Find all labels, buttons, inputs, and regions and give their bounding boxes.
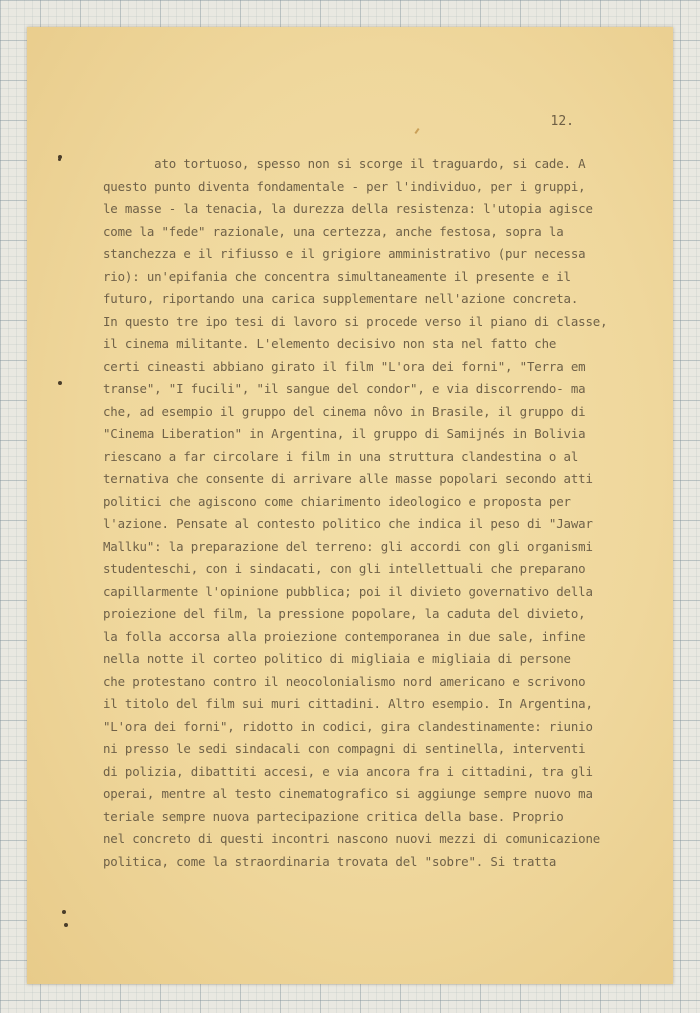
text-line: nel concreto di questi incontri nascono nuovi mezzi di comunicazione [103, 831, 601, 846]
binding-hole [58, 381, 62, 385]
page-number: 12. [550, 114, 574, 129]
binding-hole [58, 158, 61, 161]
text-line: il titolo del film sui muri cittadini. Altro esempio. In Argentina, [103, 696, 593, 711]
text-line: questo punto diventa fondamentale - per l'individuo, per i gruppi, [103, 178, 586, 194]
text-line: la folla accorsa alla proiezione contemporanea in due sale, infine [103, 628, 586, 644]
text-line: politica, come la straordinaria trovata del "sobre". Si tratta [103, 853, 557, 869]
text-line: "L'ora dei forni", ridotto in codici, gira clandestinamente: riunio [103, 718, 593, 734]
text-line: che, ad esempio il gruppo del cinema nôvo in Brasile, il gruppo di [103, 403, 586, 419]
ink-mark [414, 128, 419, 134]
text-line: rio): un'epifania che concentra simultaneamente il presente e il [103, 268, 571, 284]
text-line: Mallku": la preparazione del terreno: gli accordi con gli organismi [103, 538, 593, 554]
text-line: ato tortuoso, spesso non si scorge il traguardo, si cade. A [103, 156, 586, 171]
text-line: riescano a far circolare i film in una struttura clandestina o al [103, 448, 579, 464]
text-line: futuro, riportando una carica supplementare nell'azione concreta. [103, 291, 579, 306]
text-line: teriale sempre nuova partecipazione critica della base. Proprio [103, 808, 564, 824]
text-line: "Cinema Liberation" in Argentina, il gruppo di Samijnés in Bolivia [103, 426, 586, 441]
text-line: proiezione del film, la pressione popolare, la caduta del divieto, [103, 606, 586, 621]
text-line: l'azione. Pensate al contesto politico che indica il peso di "Jawar [103, 516, 593, 531]
text-line: le masse - la tenacia, la durezza della resistenza: l'utopia agisce [103, 201, 593, 216]
text-line: che protestano contro il neocolonialismo nord americano e scrivono [103, 673, 586, 689]
text-line: il cinema militante. L'elemento decisivo non sta nel fatto che [103, 336, 557, 351]
text-line: transe", "I fucili", "il sangue del condor", e via discorrendo- ma [103, 381, 586, 396]
text-line: studenteschi, con i sindacati, con gli intellettuali che preparano [103, 561, 586, 576]
text-line: ni presso le sedi sindacali con compagni di sentinella, interventi [103, 741, 586, 756]
text-line: certi cineasti abbiano girato il film "L'ora dei forni", "Terra em [103, 358, 586, 374]
text-line: capillarmente l'opinione pubblica; poi il divieto governativo della [103, 583, 593, 599]
text-line: operai, mentre al testo cinematografico si aggiunge sempre nuovo ma [103, 786, 593, 801]
text-line: stanchezza e il rifiusso e il grigiore amministrativo (pur necessa [103, 246, 586, 261]
text-line: di polizia, dibattiti accesi, e via ancora fra i cittadini, tra gli [103, 763, 593, 779]
text-line: nella notte il corteo politico di migliaia e migliaia di persone [103, 651, 571, 666]
typewritten-page [27, 27, 673, 984]
binding-hole [64, 923, 68, 927]
text-line: In questo tre ipo tesi di lavoro si procede verso il piano di classe, [103, 313, 608, 329]
binding-hole [62, 910, 66, 914]
body-text [103, 153, 638, 873]
text-line: come la "fede" razionale, una certezza, anche festosa, sopra la [103, 223, 564, 239]
text-line: ternativa che consente di arrivare alle masse popolari secondo atti [103, 471, 593, 486]
text-line: politici che agiscono come chiarimento ideologico e proposta per [103, 493, 571, 509]
